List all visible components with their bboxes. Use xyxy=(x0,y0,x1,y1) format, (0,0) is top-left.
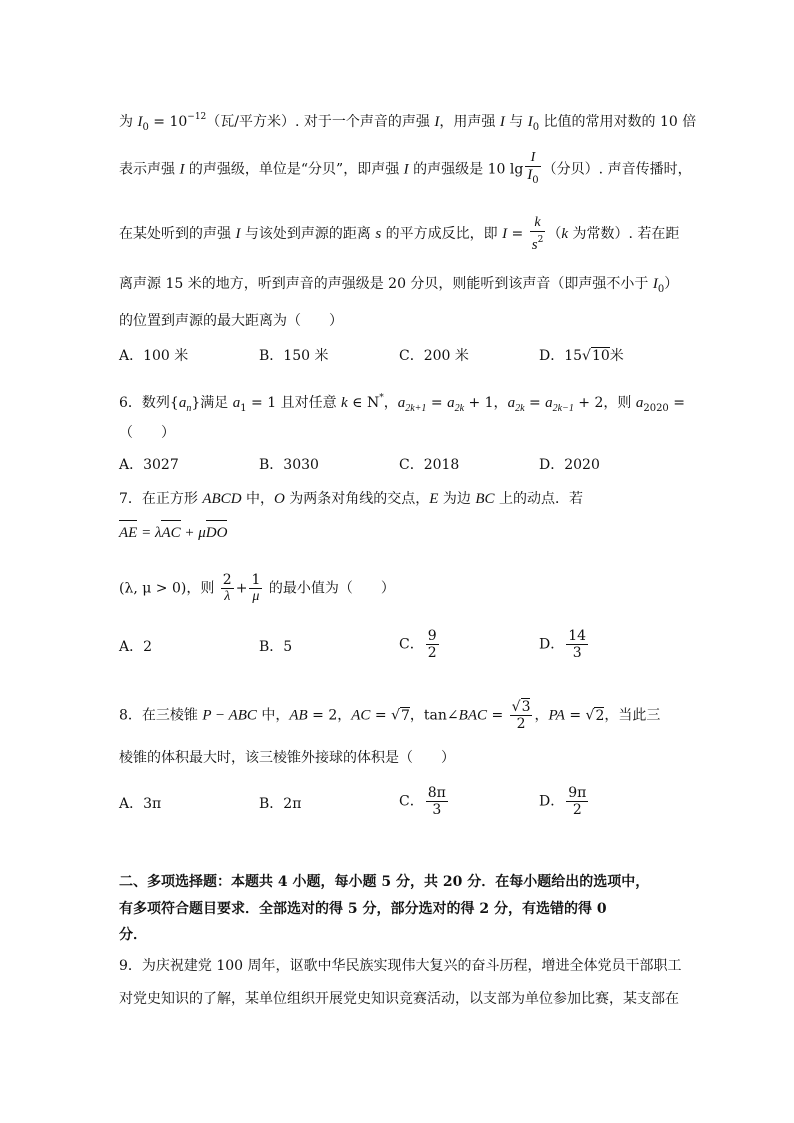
q7-option-b: B．5 xyxy=(259,639,293,655)
section2-line-3: 分． xyxy=(119,927,147,943)
section2-line-2: 有多项符合题目要求．全部选对的得 5 分，部分选对的得 2 分，有选错的得 0 xyxy=(119,901,607,917)
q5-option-a: A．100 米 xyxy=(119,348,189,364)
q5-line-4: 离声源 15 米的地方，听到声音的声强级是 20 分贝，则能听到该声音（即声强不小于 $I_0$） xyxy=(119,276,679,295)
fraction-1-over-mu: $\frac{1}{\mu}$ xyxy=(251,572,261,604)
q6-option-d: D．2020 xyxy=(539,457,600,473)
q5-option-c: C．200 米 xyxy=(399,348,469,364)
q8-option-b: B．2π xyxy=(259,796,302,812)
q5-line-3: 在某处听到的声强 I 与该处到声源的距离 s 的平方成反比，即 I = $\frac{k}{s^2}$ （k 为常数）. 若在距 xyxy=(119,215,680,253)
q5-option-b: B．150 米 xyxy=(259,348,329,364)
q6-option-c: C．2018 xyxy=(399,457,460,473)
q7-stem: 7．在正方形 ABCD 中，O 为两条对角线的交点，E 为边 BC 上的动点．若 xyxy=(119,491,583,507)
q9-line-2: 对党史知识的了解，某单位组织开展党史知识竞赛活动，以支部为单位参加比赛，某支部在 xyxy=(119,991,679,1007)
q8-option-d: D． $\frac{9\pi}{2}$ xyxy=(539,785,587,818)
q7-condition: (λ, μ > 0)，则 $\frac{2}{\lambda}$ + $\frac{1}{\mu}$ 的最小值为（ ） xyxy=(119,572,395,604)
q5-option-d: D．15√10米 xyxy=(539,348,624,364)
q8-stem: 8．在三棱锥 P − ABC 中，AB = 2，AC = √7，tan∠BAC = $\frac{√3}{2}$ ，PA = √2，当此三 xyxy=(119,699,661,732)
q6-stem: 6．数列$\{a_n\}$满足 $a_1 = 1$ 且对任意 k ∈ N*，$a_{2k+1} = a_{2k} + 1$，$a_{2k} = a_{2k-1} + 2$，则 $a_{2020}$ = xyxy=(119,393,685,414)
q6-option-a: A．3027 xyxy=(119,457,179,473)
q5-line-5: 的位置到声源的最大距离为（ ） xyxy=(119,313,343,329)
q9-line-1: 9．为庆祝建党 100 周年，讴歌中华民族实现伟大复兴的奋斗历程，增进全体党员干部职工 xyxy=(119,958,682,974)
fraction-k-over-s2: $\frac{k}{s^2}$ xyxy=(531,215,544,253)
q5-line-1: 为 $I_0 = 10^{-12}$（瓦/平方米）. 对于一个声音的声强 I，用声强 I 与 $I_0$ 比值的常用对数的 10 倍 xyxy=(119,112,697,133)
fraction-I-over-I0: $\frac{I}{I_0}$ xyxy=(527,150,539,186)
fraction-2-over-lambda: $\frac{2}{\lambda}$ xyxy=(222,572,232,604)
q8-option-c: C． $\frac{8\pi}{3}$ xyxy=(399,785,446,818)
q7-vector-equation: AE = λAC + μDO xyxy=(119,525,228,541)
q7-option-d: D． $\frac{14}{3}$ xyxy=(539,628,587,661)
q7-option-a: A．2 xyxy=(119,639,153,655)
q8-line-2: 棱锥的体积最大时，该三棱锥外接球的体积是（ ） xyxy=(119,750,455,766)
q6-paren: （ ） xyxy=(119,425,175,441)
section2-line-1: 二、多项选择题：本题共 4 小题，每小题 5 分，共 20 分．在每小题给出的选项中， xyxy=(119,874,650,890)
q6-option-b: B．3030 xyxy=(259,457,319,473)
q5-line-2: 表示声强 I 的声强级，单位是“分贝”，即声强 I 的声强级是 10 lg $\frac{I}{I_0}$ （分贝）. 声音传播时， xyxy=(119,150,692,189)
q8-option-a: A．3π xyxy=(119,796,162,812)
q7-option-c: C． $\frac{9}{2}$ xyxy=(399,628,437,661)
